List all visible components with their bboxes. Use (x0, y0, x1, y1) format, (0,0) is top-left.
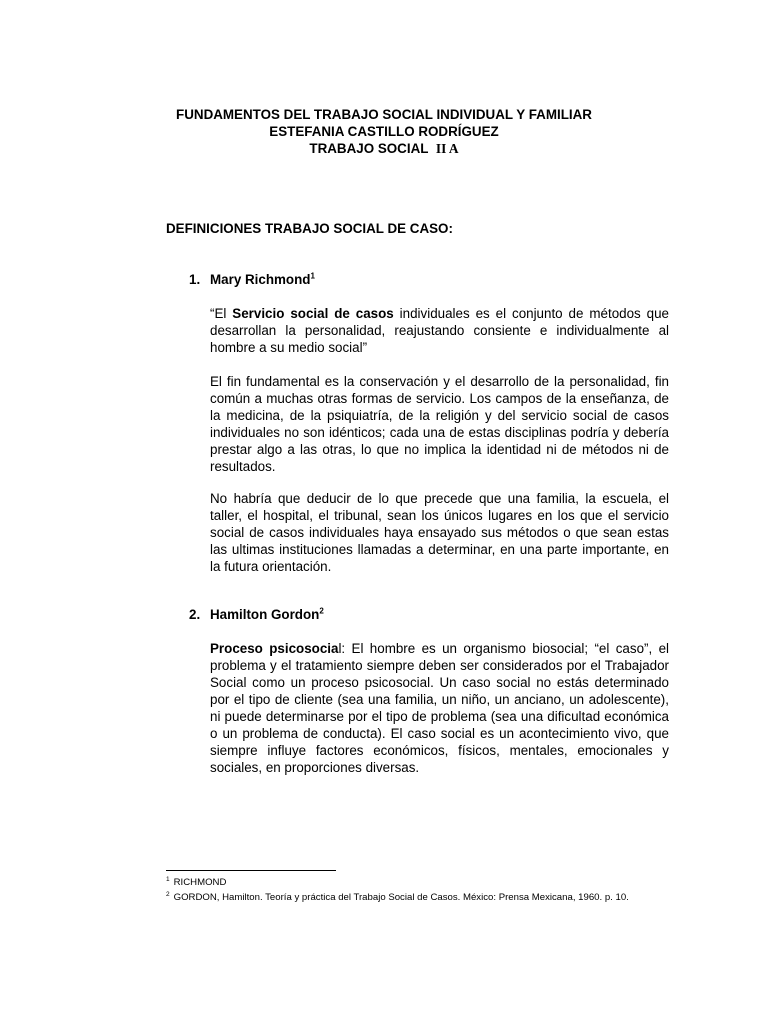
course-title: FUNDAMENTOS DEL TRABAJO SOCIAL INDIVIDUAL Y FAMILIAR (176, 107, 592, 122)
footnote-divider (166, 870, 336, 871)
richmond-paragraph-3: No habría que deducir de lo que precede que una familia, la escuela, el taller, el hospital, el tribunal, sean los únicos lugares en los que el servicio social de casos individuales haya ensayado sus métodos o que sean estas las ultimas instituciones llamadas a determinar, en una parte importante, en la futura orientación. (210, 491, 669, 574)
item-number: 2. (189, 607, 201, 622)
group-label: II A (435, 141, 459, 156)
footnote-mark: 2 (166, 890, 170, 898)
bold-term: Proceso psicosocia (210, 641, 339, 656)
footnote-ref: 2 (319, 606, 324, 616)
program-line (0, 140, 768, 157)
footnote-ref: 1 (310, 271, 315, 281)
richmond-paragraph-2: El fin fundamental es la conservación y el desarrollo de la personalidad, fin común a muchas otras formas de servicio. Los campos de la enseñanza, de la medicina, de la psiquiatría, de la religión y del servicio social de casos individuales no son idénticos; cada una de estas disciplinas podría y debería prestar algo a las otras, lo que no implica la identidad ni de métodos ni de resultados. (210, 374, 669, 474)
document-header (0, 106, 768, 157)
item-number: 1. (189, 272, 201, 287)
item-heading-richmond (189, 272, 315, 287)
bold-term: Servicio social de casos (232, 306, 394, 321)
section-title: DEFINICIONES TRABAJO SOCIAL DE CASO: (166, 221, 453, 236)
item-name: Mary Richmond (210, 272, 311, 287)
footnote-text: RICHMOND (173, 877, 227, 888)
item-name: Hamilton Gordon (210, 607, 320, 622)
richmond-quote: “El Servicio social de casos individuales es el conjunto de métodos que desarrollan la personalidad, reajustando consiente e individualmente al hombre a su medio social” (210, 306, 669, 355)
footnote-mark: 1 (166, 875, 170, 883)
gordon-paragraph: Proceso psicosocial: El hombre es un organismo biosocial; “el caso”, el problema y el tratamiento siempre deben ser considerados por el Trabajador Social como un proceso psicosocial. Un caso social no estás determinado por el tipo de cliente (sea una familia, un niño, un anciano, un adolescente), ni puede determinarse por el tipo de problema (sea una dificultad económica o un problema de conducta). El caso social es un acontecimiento vivo, que siempre influye factores económicos, físicos, mentales, emocionales y sociales, en proporciones diversas. (210, 641, 669, 775)
footnote-1 (166, 877, 226, 889)
program-name: TRABAJO SOCIAL (309, 141, 429, 156)
item-heading-gordon (189, 607, 324, 622)
footnote-2 (166, 892, 629, 904)
author-name: ESTEFANIA CASTILLO RODRÍGUEZ (269, 124, 499, 139)
footnote-text: GORDON, Hamilton. Teoría y práctica del Trabajo Social de Casos. México: Prensa Mexicana, 1960. p. 10. (173, 892, 629, 903)
